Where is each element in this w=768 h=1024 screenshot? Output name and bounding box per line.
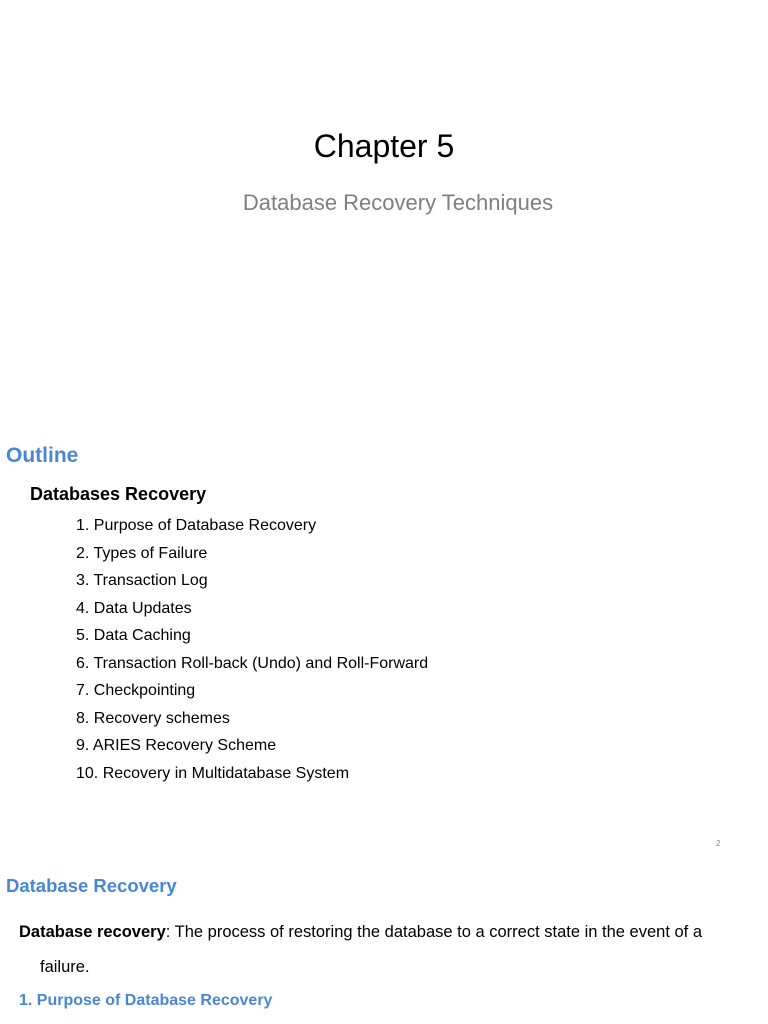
outline-item: 9. ARIES Recovery Scheme (76, 737, 277, 754)
chapter-subtitle: Database Recovery Techniques (242, 190, 554, 215)
outline-item: 10. Recovery in Multidatabase System (76, 764, 350, 782)
definition-term: Database recovery (19, 923, 166, 941)
definition-text-continued: failure. (40, 958, 90, 976)
outline-list (76, 512, 428, 787)
outline-item: 1. Purpose of Database Recovery (76, 517, 317, 534)
outline-item: 6. Transaction Roll-back (Undo) and Roll-Forward (76, 654, 429, 672)
page-number: 2 (716, 839, 721, 848)
definition-paragraph (19, 915, 754, 985)
chapter-title: Chapter 5 (313, 128, 455, 164)
outline-item: 2. Types of Failure (76, 544, 208, 562)
outline-item: 8. Recovery schemes (76, 709, 230, 727)
subsection-heading: 1. Purpose of Database Recovery (19, 992, 273, 1009)
outline-item: 5. Data Caching (76, 627, 191, 644)
outline-item: 7. Checkpointing (76, 682, 196, 699)
definition-text: : The process of restoring the database to a correct state in the event of a (165, 923, 703, 941)
outline-item: 4. Data Updates (76, 599, 192, 617)
section-heading: Database Recovery (6, 875, 177, 896)
outline-item: 3. Transaction Log (76, 572, 208, 589)
outline-subheading: Databases Recovery (30, 484, 207, 504)
outline-heading: Outline (6, 444, 79, 467)
